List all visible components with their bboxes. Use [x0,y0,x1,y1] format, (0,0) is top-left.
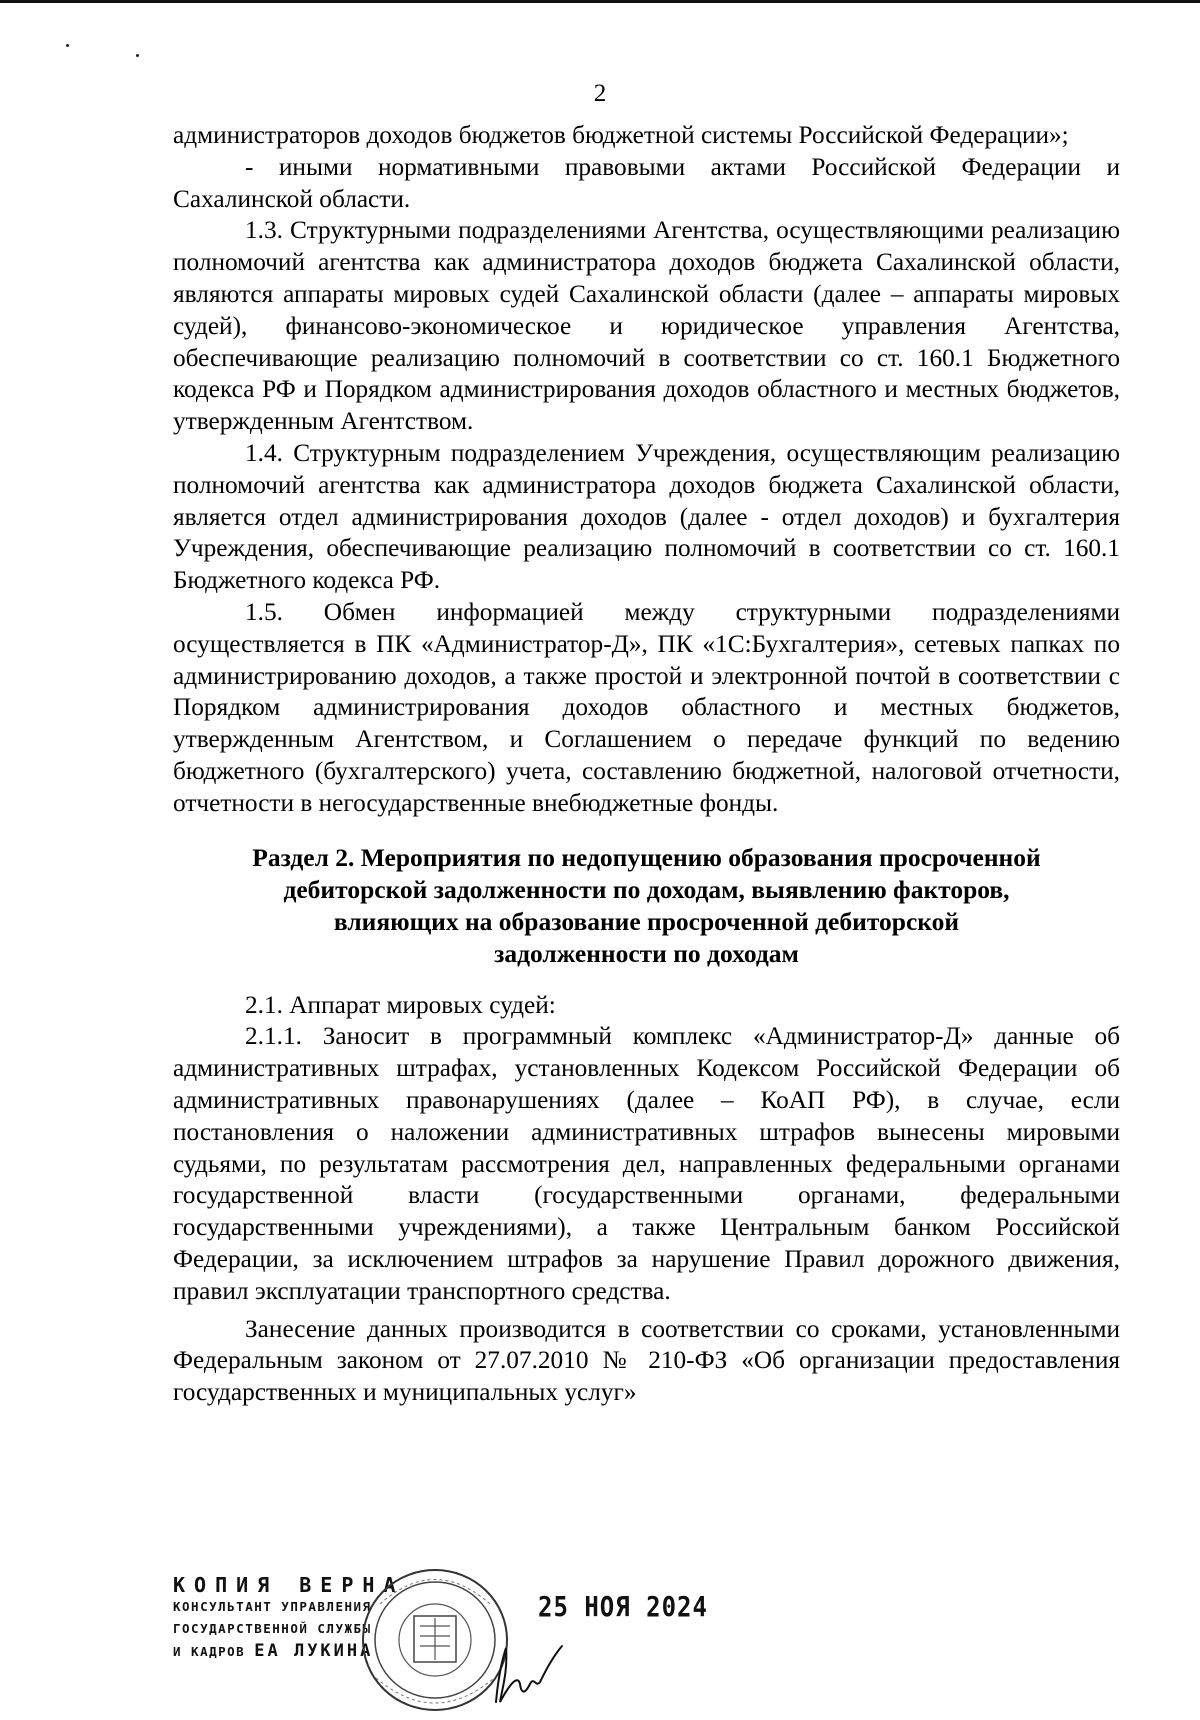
section-heading [173,842,1120,970]
scan-speck [66,44,69,47]
section-heading-line: дебиторской задолженности по доходам, выявлению факторов, [283,874,1010,904]
paragraph-2-1: 2.1. Аппарат мировых судей: [245,990,556,1019]
section-heading-line: влияющих на образование просроченной дебиторской [333,906,960,936]
paragraph: - иными нормативными правовыми актами Российской Федерации и Сахалинской области. [173,152,1120,213]
stamp-line: ГОСУДАРСТВЕННОЙ СЛУЖБЫ [173,1621,372,1636]
date-stamp: 25 НОЯ 2024 [538,1590,708,1624]
stamp-title: КОПИЯ ВЕРНА [173,1573,405,1597]
stamp-signer-name: ЕА ЛУКИНА [254,1641,374,1661]
signature-icon [488,1640,578,1710]
paragraph: администраторов доходов бюджетов бюджетной системы Российской Федерации»; [173,121,1069,149]
section-heading-line: Раздел 2. Мероприятия по недопущению образования просроченной [252,842,1041,872]
stamp-line-prefix: И КАДРОВ [173,1644,246,1659]
paragraph-1-5: 1.5. Обмен информацией между структурными подразделениями осуществляется в ПК «Администратор-Д», ПК «1С:Бухгалтерия», сетевых папках по администрированию доходов, а также простой и электронной почтой в соответствии с Порядком администрирования доходов областного и местных бюджетов, утвержденным Агентством, и Соглашением о передаче функций по ведению бюджетного (бухгалтерского) учета, составлению бюджетной, налоговой отчетности, отчетности в негосударственные внебюджетные фонды. [173,597,1120,817]
paragraph-data-entry: Занесение данных производится в соответствии со сроками, установленными Федеральным законом от 27.07.2010 № 210-ФЗ «Об организации предоставления государственных и муниципальных услуг» [173,1314,1120,1407]
section-heading-line: задолженности по доходам [494,938,799,968]
paragraph-2-1-1: 2.1.1. Заносит в программный комплекс «Администратор-Д» данные об административных штрафах, установленных Кодексом Российской Федерации об административных правонарушениях (далее – КоАП РФ), в случае, если постановления о наложении административных штрафов вынесены мировыми судьями, по результатам рассмотрения дел, направленных федеральными органами государственной власти (государственными органами, федеральными государственными учреждениями), а также Центральным банком Российской Федерации, за исключением штрафов за нарушение Правил дорожного движения, правил эксплуатации транспортного средства. [173,1022,1120,1305]
paragraph-1-3: 1.3. Структурными подразделениями Агентства, осуществляющими реализацию полномочий агентства как администратора доходов бюджета Сахалинской области, являются аппараты мировых судей Сахалинской области (далее – аппараты мировых судей), финансово-экономическое и юридическое управления Агентства, обеспечивающие реализацию полномочий в соответствии со ст. 160.1 Бюджетного кодекса РФ и Порядком администрирования доходов областного и местных бюджетов, утвержденным Агентством. [173,216,1120,436]
scan-top-edge [0,0,1200,3]
document-body [173,120,1120,1409]
paragraph-1-4: 1.4. Структурным подразделением Учреждения, осуществляющим реализацию полномочий агентства как администратора доходов бюджета Сахалинской области, является отдел администрирования доходов (далее - отдел доходов) и бухгалтерия Учреждения, обеспечивающие реализацию полномочий в соответствии со ст. 160.1 Бюджетного кодекса РФ. [173,438,1120,595]
stamp-line: КОНСУЛЬТАНТ УПРАВЛЕНИЯ [173,1599,372,1614]
scan-speck [136,54,139,57]
page-number: 2 [593,80,607,107]
